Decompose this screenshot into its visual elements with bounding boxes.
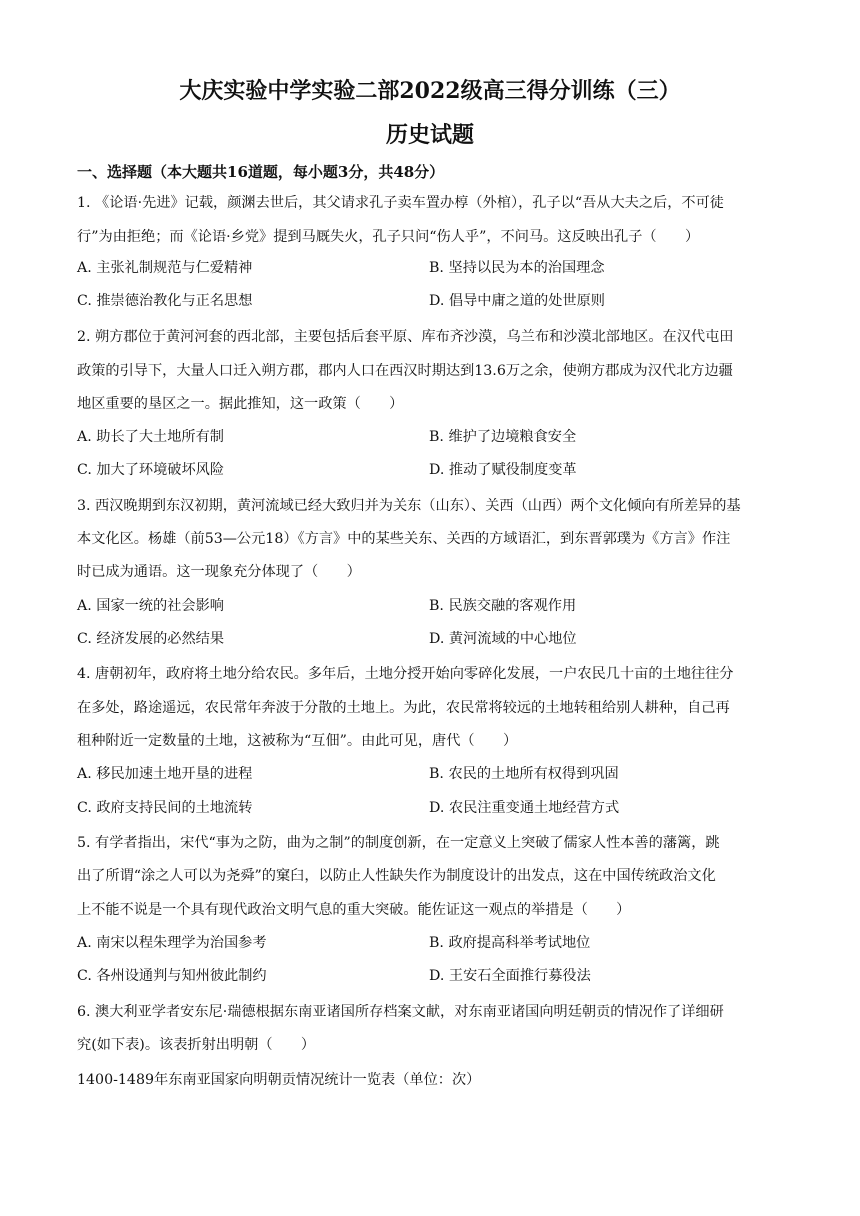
- question-4-option-b[interactable]: B. 农民的土地所有权得到巩固: [429, 766, 619, 782]
- question-5-option-c[interactable]: C. 各州设通判与知州彼此制约: [77, 968, 267, 984]
- question-2-option-a[interactable]: A. 助长了大土地所有制: [77, 429, 224, 445]
- question-5-option-b[interactable]: B. 政府提高科举考试地位: [429, 935, 591, 951]
- question-1-line-1: 1. 《论语·先进》记载，颜渊去世后，其父请求孔子卖车置办椁（外棺），孔子以“吾从大夫之后，不可徒: [77, 195, 724, 211]
- question-5-line-1: 5. 有学者指出，宋代“事为之防，曲为之制”的制度创新，在一定意义上突破了儒家人性本善的藩篱，跳: [77, 835, 720, 851]
- question-4-line-2: 在多处，路途遥远，农民常年奔波于分散的土地上。为此，农民常将较远的土地转租给别人耕种，自己再: [77, 700, 730, 716]
- page-title: 大庆实验中学实验二部2022级高三得分训练（三）: [179, 78, 681, 104]
- page-subtitle: 历史试题: [385, 122, 474, 148]
- section-heading: 一、选择题（本大题共16道题，每小题3分，共48分）: [77, 163, 445, 181]
- question-3-option-d[interactable]: D. 黄河流域的中心地位: [429, 631, 577, 647]
- table-caption: 1400-1489年东南亚国家向明朝贡情况统计一览表（单位：次）: [77, 1072, 481, 1088]
- question-1-option-d[interactable]: D. 倡导中庸之道的处世原则: [429, 293, 605, 309]
- question-6-line-1: 6. 澳大利亚学者安东尼·瑞德根据东南亚诸国所存档案文献，对东南亚诸国向明廷朝贡的情况作了详细研: [77, 1004, 724, 1020]
- question-5-line-2: 出了所谓“涂之人可以为尧舜”的窠臼，以防止人性缺失作为制度设计的出发点，这在中国传统政治文化: [77, 868, 716, 884]
- question-6-line-2: 究(如下表)。该表折射出明朝（ ）: [77, 1037, 316, 1053]
- question-3-line-2: 本文化区。杨雄（前53—公元18）《方言》中的某些关东、关西的方域语汇，到东晋郭璞为《方言》作注: [77, 531, 731, 547]
- question-4-line-3: 租种附近一定数量的土地，这被称为“互佃”。由此可见，唐代（ ）: [77, 733, 518, 749]
- question-4-line-1: 4. 唐朝初年，政府将土地分给农民。多年后，土地分授开始向零碎化发展，一户农民几十亩的土地往往分: [77, 666, 734, 682]
- question-5-option-a[interactable]: A. 南宋以程朱理学为治国参考: [77, 935, 267, 951]
- question-3-line-3: 时已成为通语。这一现象充分体现了（ ）: [77, 564, 361, 580]
- question-2-option-b[interactable]: B. 维护了边境粮食安全: [429, 429, 577, 445]
- question-2-line-3: 地区重要的垦区之一。据此推知，这一政策（ ）: [77, 396, 404, 412]
- question-2-option-d[interactable]: D. 推动了赋役制度变革: [429, 462, 577, 478]
- question-2-line-2: 政策的引导下，大量人口迁入朔方郡，郡内人口在西汉时期达到13.6万之余，使朔方郡成为汉代北方边疆: [77, 363, 733, 379]
- question-2-line-1: 2. 朔方郡位于黄河河套的西北部，主要包括后套平原、库布齐沙漠，乌兰布和沙漠北部地区。在汉代屯田: [77, 329, 734, 345]
- question-1-option-a[interactable]: A. 主张礼制规范与仁爱精神: [77, 260, 253, 276]
- question-3-option-b[interactable]: B. 民族交融的客观作用: [429, 598, 577, 614]
- question-3-option-c[interactable]: C. 经济发展的必然结果: [77, 631, 225, 647]
- question-3-option-a[interactable]: A. 国家一统的社会影响: [77, 598, 224, 614]
- question-4-option-a[interactable]: A. 移民加速土地开垦的进程: [77, 766, 253, 782]
- question-4-option-c[interactable]: C. 政府支持民间的土地流转: [77, 800, 253, 816]
- question-5-line-3: 上不能不说是一个具有现代政治文明气息的重大突破。能佐证这一观点的举措是（ ）: [77, 902, 631, 918]
- question-3-line-1: 3. 西汉晚期到东汉初期，黄河流域已经大致归并为关东（山东）、关西（山西）两个文化倾向有所差异的基: [77, 498, 741, 514]
- question-2-option-c[interactable]: C. 加大了环境破坏风险: [77, 462, 225, 478]
- question-1-option-c[interactable]: C. 推崇德治教化与正名思想: [77, 293, 253, 309]
- question-4-option-d[interactable]: D. 农民注重变通土地经营方式: [429, 800, 620, 816]
- question-5-option-d[interactable]: D. 王安石全面推行募役法: [429, 968, 591, 984]
- question-1-line-2: 行”为由拒绝；而《论语·乡党》提到马厩失火，孔子只问“伤人乎”，不问马。这反映出孔子（ ）: [77, 229, 700, 245]
- question-1-option-b[interactable]: B. 坚持以民为本的治国理念: [429, 260, 605, 276]
